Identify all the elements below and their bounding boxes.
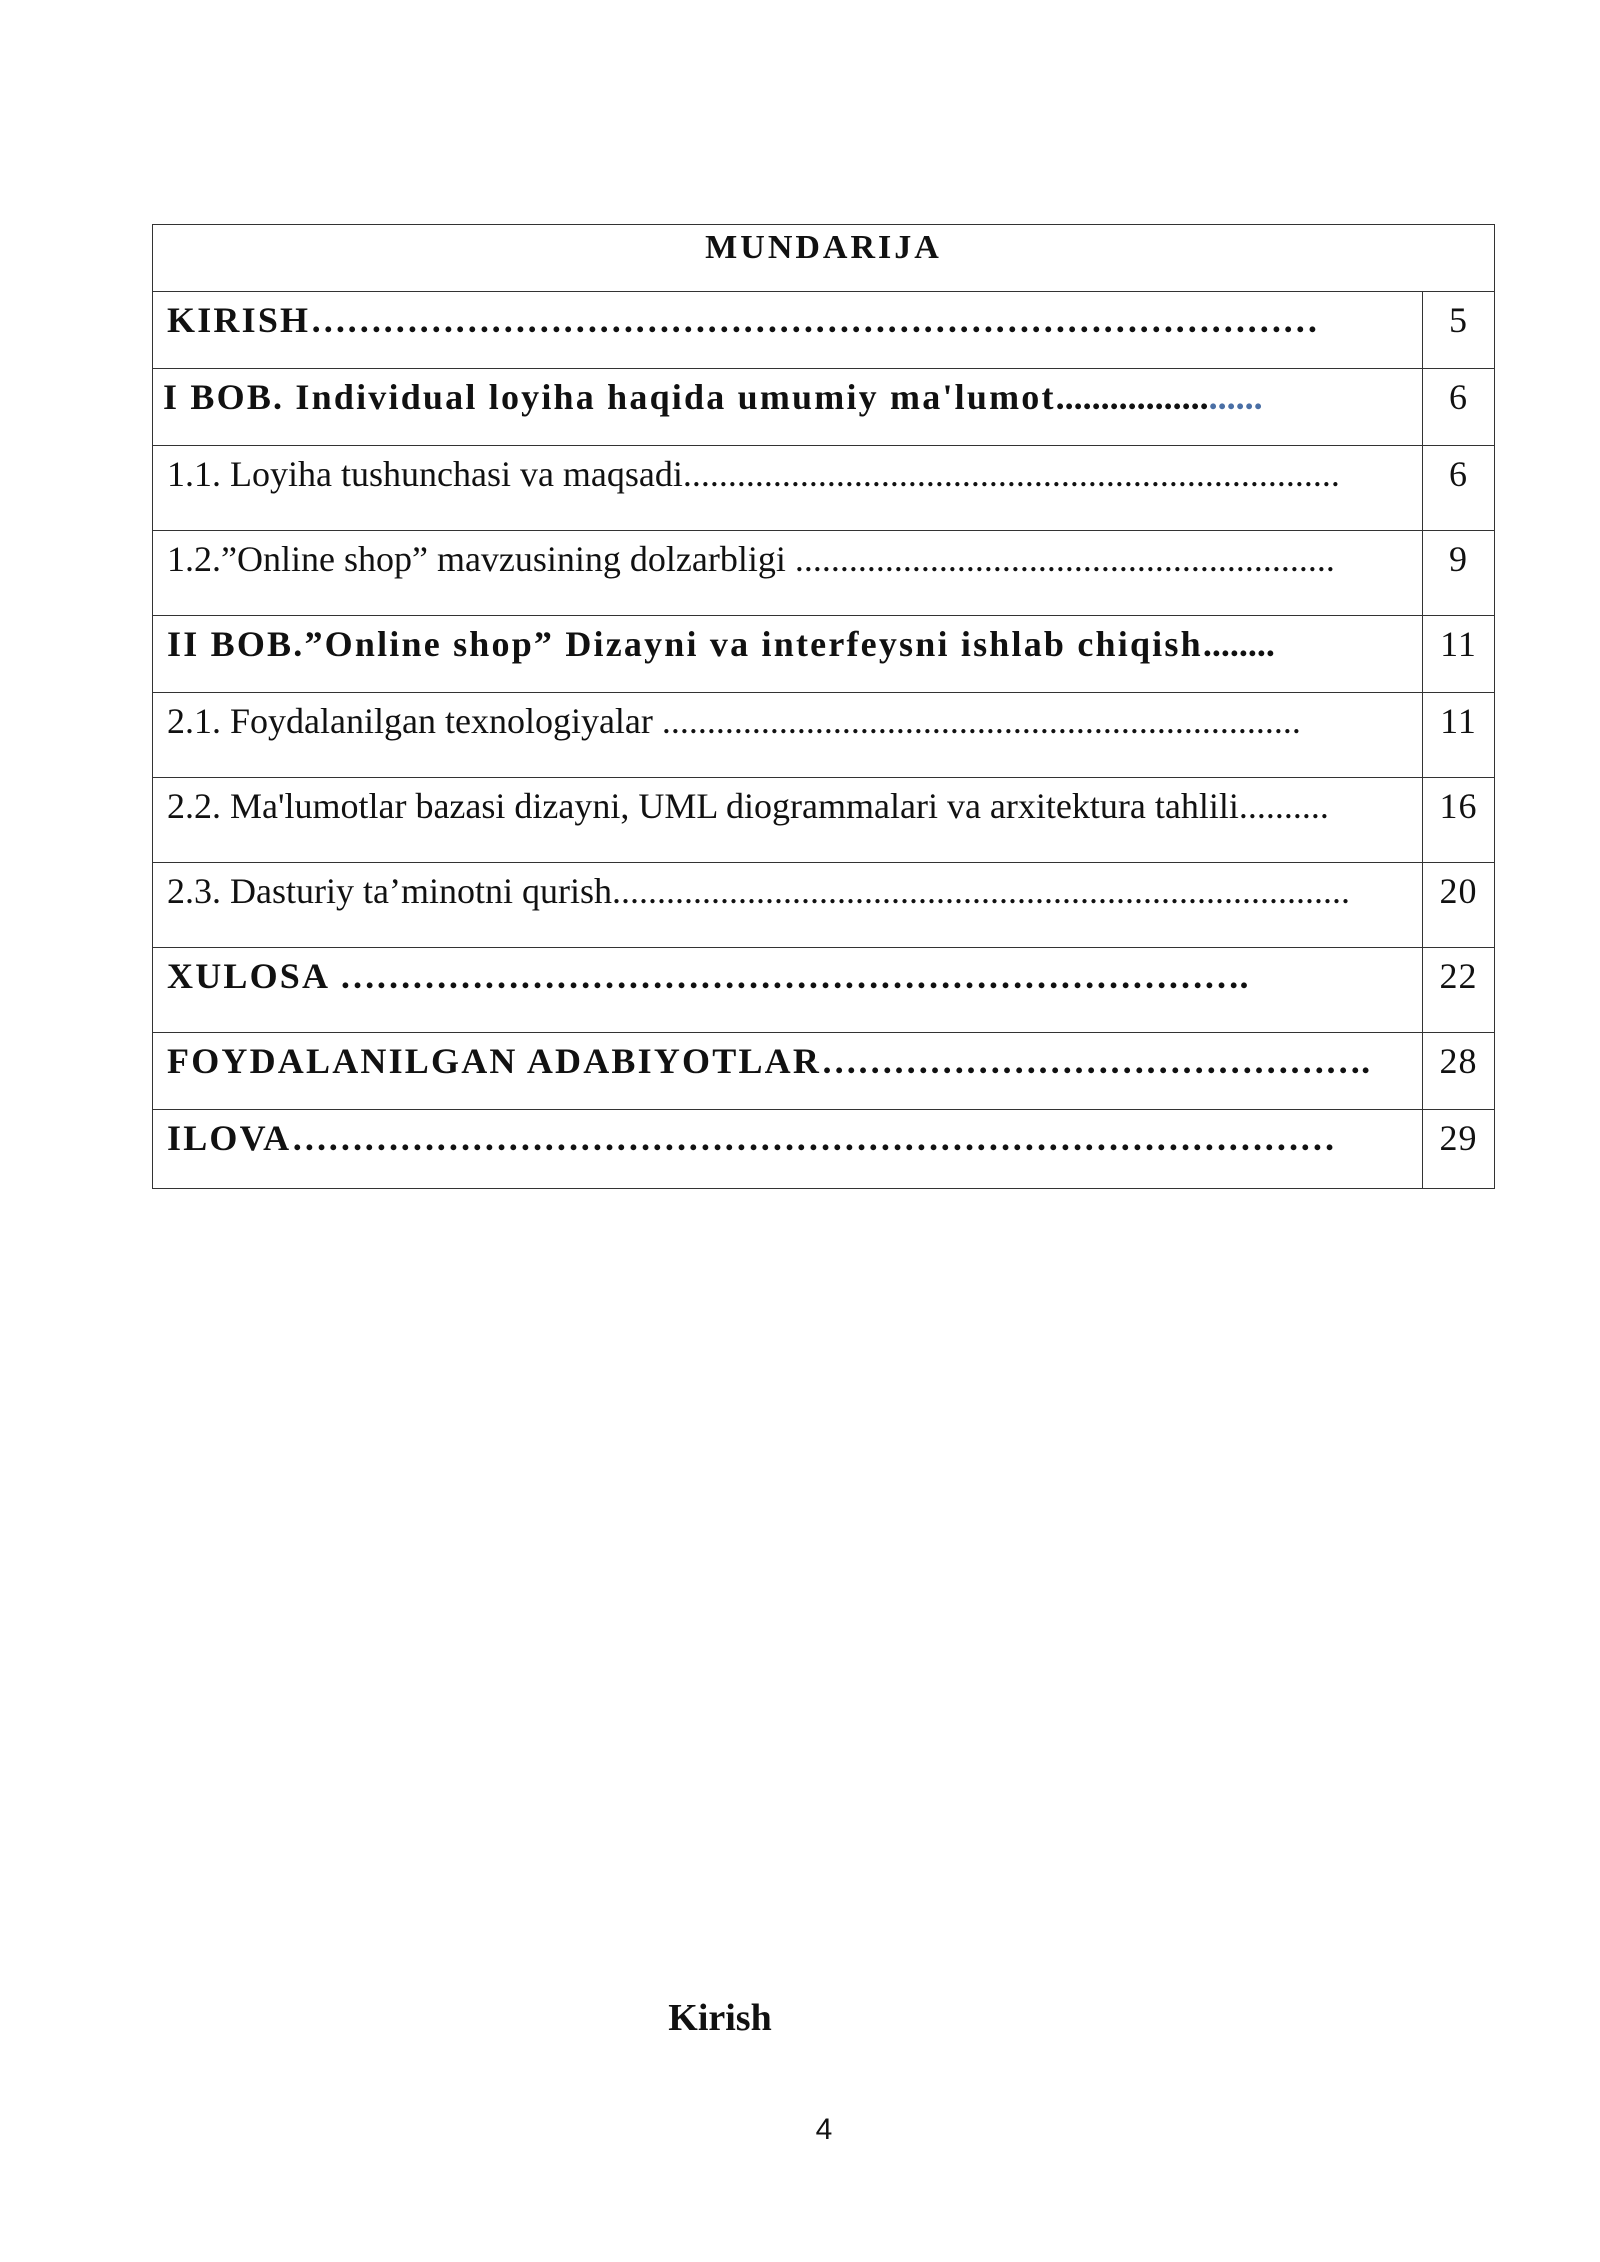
toc-page-number: 9 [1423,531,1495,616]
toc-page-number: 28 [1423,1033,1495,1110]
toc-entry-title[interactable] [153,1033,1423,1110]
toc-page-number: 16 [1423,778,1495,863]
toc-entry-title[interactable] [153,1110,1423,1189]
toc-entry-text: 1.1. Loyiha tushunchasi va maqsadi [167,454,683,494]
table-of-contents [152,224,1495,1189]
toc-row [153,863,1495,948]
toc-entry-text: I BOB. Individual loyiha haqida umumiy ma'lumot [163,377,1056,417]
toc-row [153,616,1495,693]
toc-row [153,948,1495,1033]
toc-entry-text: FOYDALANILGAN ADABIYOTLAR [167,1041,822,1081]
toc-leader-dots: ………………………………………. [821,1041,1371,1081]
section-title: Kirish [668,1997,772,2039]
toc-row [153,369,1495,446]
toc-leader-dots: ............................................................ [794,539,1335,579]
toc-row [153,693,1495,778]
toc-page-number: 22 [1423,948,1495,1033]
toc-entry-text: XULOSA [167,956,340,996]
toc-page-number: 5 [1423,292,1495,369]
toc-row [153,292,1495,369]
toc-row [153,531,1495,616]
toc-entry-text: ILOVA [167,1118,292,1158]
toc-leader-dots: .................................................................................. [611,871,1350,911]
toc-leader-dots: …………………………………………………………………. [339,956,1249,996]
toc-entry-text: KIRISH [167,300,311,340]
toc-page-number: 29 [1423,1110,1495,1189]
toc-entry-title[interactable] [153,369,1423,446]
toc-leader-dots: ………………………………………………………………………… [310,300,1319,340]
toc-page-number: 11 [1423,616,1495,693]
toc-page-number: 11 [1423,693,1495,778]
toc-leader-dots: ....................................................................... [661,701,1301,741]
toc-row [153,1033,1495,1110]
toc-leader-dots-tail: ...... [1208,377,1263,417]
toc-page-number: 6 [1423,446,1495,531]
toc-entry-text: 2.2. Ma'lumotlar bazasi dizayni, UML diogrammalari va arxitektura tahlili [167,786,1239,826]
page-number: 4 [815,2113,833,2146]
toc-entry-title[interactable] [153,446,1423,531]
toc-entry-title[interactable] [153,292,1423,369]
toc-entry-title[interactable] [153,778,1423,863]
toc-entry-title[interactable] [153,693,1423,778]
toc-entry-title[interactable] [153,948,1423,1033]
toc-entry-text: 2.3. Dasturiy ta’minotni qurish [167,871,612,911]
toc-row [153,778,1495,863]
toc-entry-title[interactable] [153,531,1423,616]
toc-row [153,1110,1495,1189]
toc-page-number: 6 [1423,369,1495,446]
toc-leader-dots: ......................................................................... [682,454,1340,494]
toc-entry-title[interactable] [153,863,1423,948]
toc-row [153,446,1495,531]
toc-entry-text: 2.1. Foydalanilgan texnologiyalar [167,701,662,741]
toc-heading-row [153,225,1495,292]
toc-leader-dots: ................. [1055,377,1209,417]
toc-heading: MUNDARIJA [153,225,1495,292]
toc-page-number: 20 [1423,863,1495,948]
toc-leader-dots: …………………………………………………………………………… [291,1118,1336,1158]
toc-entry-title[interactable] [153,616,1423,693]
toc-entry-text: 1.2.”Online shop” mavzusining dolzarbligi [167,539,795,579]
toc-leader-dots: ........ [1202,624,1275,664]
toc-leader-dots: .......... [1238,786,1329,826]
toc-entry-text: II BOB.”Online shop” Dizayni va interfeysni ishlab chiqish [167,624,1203,664]
